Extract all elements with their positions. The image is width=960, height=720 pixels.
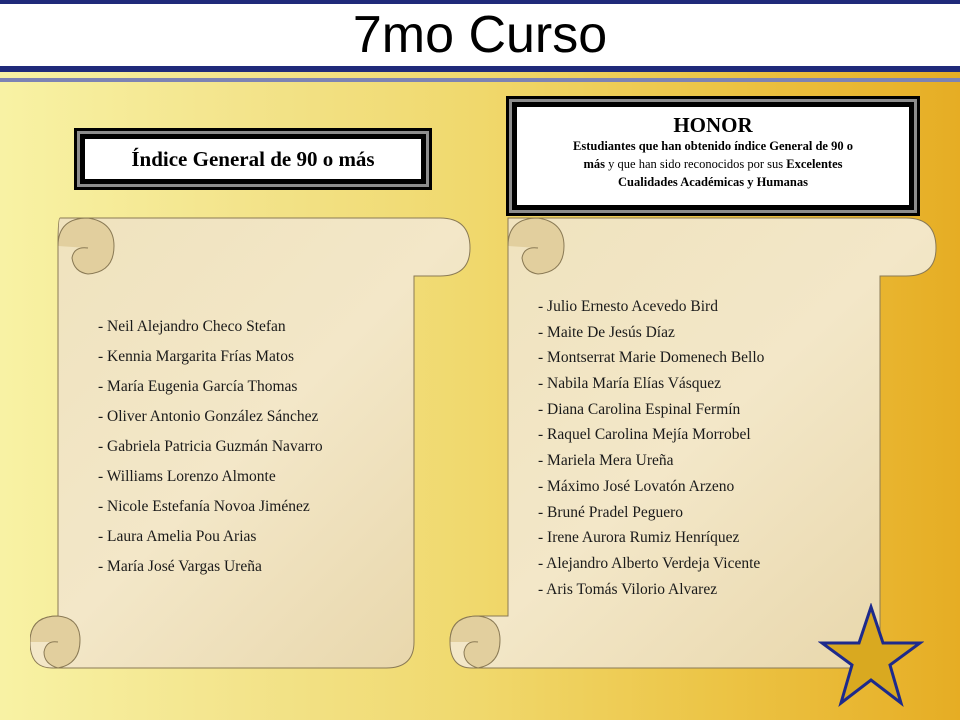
honor-description	[527, 137, 899, 191]
list-item: - Mariela Mera Ureña	[538, 452, 674, 470]
honor-heading: HONOR	[673, 113, 753, 137]
list-item: - Montserrat Marie Domenech Bello	[538, 349, 765, 367]
list-item: - Williams Lorenzo Almonte	[98, 468, 276, 485]
list-item: - Nabila María Elías Vásquez	[538, 375, 722, 393]
left-heading: Índice General de 90 o más	[131, 146, 375, 171]
list-item: - Neil Alejandro Checo Stefan	[98, 318, 286, 335]
page-title: 7mo Curso	[352, 6, 608, 64]
list-item: - Julio Ernesto Acevedo Bird	[538, 298, 718, 315]
list-item: - Irene Aurora Rumiz Henríquez	[538, 529, 740, 547]
list-item: - Aris Tomás Vilorio Alvarez	[538, 580, 718, 598]
list-item: - Nicole Estefanía Novoa Jiménez	[98, 498, 310, 515]
list-item: - Bruné Pradel Peguero	[538, 503, 684, 521]
list-item: - Raquel Carolina Mejía Morrobel	[538, 426, 751, 444]
right-name-list	[538, 294, 764, 602]
honor-description-line2b: y que han sido reconocidos por sus	[605, 157, 787, 171]
title-underline	[0, 78, 960, 82]
honor-description-line3: Cualidades Académicas y Humanas	[618, 175, 808, 189]
title-bar	[0, 0, 960, 72]
list-item: - Máximo José Lovatón Arzeno	[538, 477, 735, 495]
star-icon	[818, 603, 924, 709]
list-item: - Alejandro Alberto Verdeja Vicente	[538, 554, 761, 572]
honor-description-line2c: Excelentes	[786, 157, 843, 171]
honor-frame	[514, 104, 912, 208]
list-item: - Diana Carolina Espinal Fermín	[538, 400, 741, 418]
left-heading-frame	[82, 136, 424, 182]
list-item: - Oliver Antonio González Sánchez	[98, 408, 319, 425]
honor-description-line1: Estudiantes que han obtenido índice General de 90 o	[573, 139, 853, 153]
list-item: - María Eugenia García Thomas	[98, 378, 298, 395]
list-item: - Laura Amelia Pou Arias	[98, 528, 257, 545]
list-item: - Maite De Jesús Díaz	[538, 323, 675, 341]
list-item: - Gabriela Patricia Guzmán Navarro	[98, 438, 323, 455]
list-item: - María José Vargas Ureña	[98, 558, 262, 575]
list-item: - Kennia Margarita Frías Matos	[98, 348, 294, 365]
left-name-list	[98, 312, 323, 582]
honor-description-line2a: más	[583, 157, 606, 171]
